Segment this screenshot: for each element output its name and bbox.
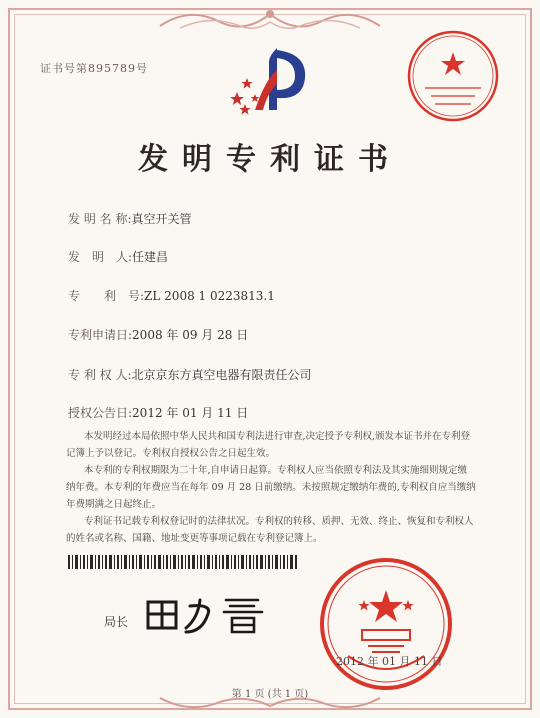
field-value: 真空开关管	[131, 212, 192, 226]
field-label: 授权公告日:	[68, 406, 133, 420]
certificate-body	[66, 428, 476, 547]
field-label: 专 利 权 人:	[68, 368, 132, 382]
certificate-number: 证书号第895789号	[40, 62, 148, 75]
field-patentee	[68, 366, 312, 383]
field-application-date	[68, 326, 248, 343]
body-paragraph: 本发明经过本局依照中华人民共和国专利法进行审查,决定授予专利权,颁发本证书并在专利登记簿上予以登记。专利权自授权公告之日起生效。	[66, 431, 471, 459]
national-ip-office-seal	[318, 556, 454, 692]
field-invention-name	[68, 210, 192, 227]
field-value: 任建昌	[132, 250, 169, 264]
barcode	[68, 555, 298, 569]
field-label: 发 明 名 称:	[68, 212, 132, 226]
certificate-title: 发明专利证书	[138, 142, 402, 177]
field-label: 发 明 人:	[68, 250, 133, 264]
field-value: 北京京东方真空电器有限责任公司	[131, 368, 312, 382]
field-value: ZL 2008 1 0223813.1	[144, 289, 275, 303]
director-label: 局长	[104, 615, 129, 629]
top-ornament	[150, 4, 390, 34]
field-inventor	[68, 248, 168, 265]
field-grant-date	[68, 404, 248, 421]
body-paragraph: 专利证书记载专利权登记时的法律状况。专利权的转移、质押、无效、终止、恢复和专利权人的姓名或名称、国籍、地址变更等事项记载在专利登记簿上。	[66, 516, 474, 544]
field-label: 专 利 号:	[68, 289, 145, 303]
director-signature	[142, 592, 272, 636]
field-value: 2008 年 09 月 28 日	[132, 328, 249, 342]
patent-office-logo	[225, 40, 315, 130]
page-number: 第 1 页 (共 1 页)	[231, 689, 309, 700]
seal-date: 2012 年 01 月 11 日	[336, 655, 443, 668]
agency-seal	[405, 28, 501, 124]
body-paragraph: 本专利的专利权期限为二十年,自申请日起算。专利权人应当依照专利法及其实施细则规定缴纳年费。本专利的年费应当在每年 09 月 28 日前缴纳。未按照规定缴纳年费的,专利权自应当缴纳年费期满之日起终止。	[66, 465, 476, 510]
field-label: 专利申请日:	[68, 328, 133, 342]
field-patent-number	[68, 287, 275, 304]
field-value: 2012 年 01 月 11 日	[132, 406, 249, 420]
